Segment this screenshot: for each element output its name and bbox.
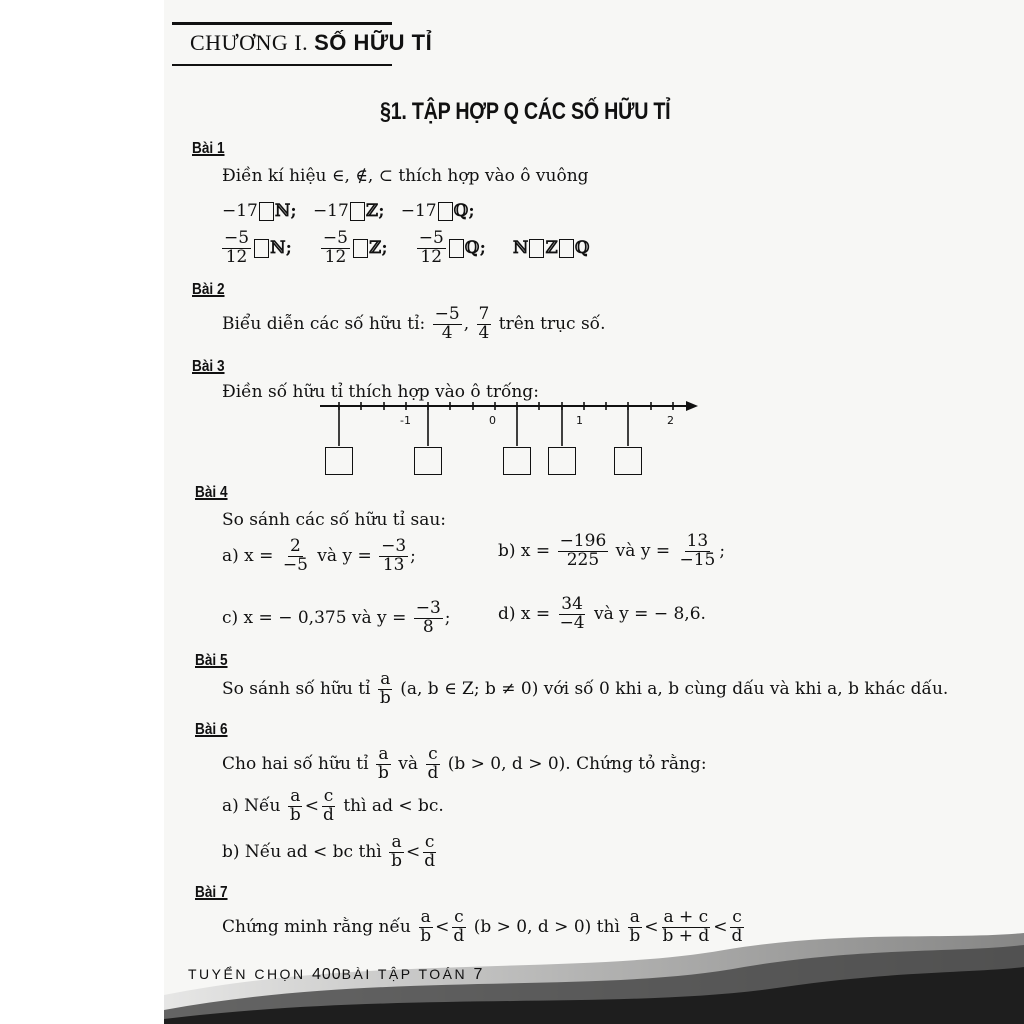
page-number: 7 [473,966,484,983]
chapter-title: SỐ HỮU TỈ [314,30,433,55]
bai7-label: Bài 7 [195,884,228,901]
answer-box[interactable] [548,447,576,475]
answer-box[interactable] [353,239,368,258]
bai2-label: Bài 2 [192,281,225,298]
answer-box[interactable] [449,239,464,258]
bai4-b: b) x = $\frac{-196}{225}$ và y = $\frac{13}{-15}$ ; [498,531,726,570]
answer-box[interactable] [254,239,269,258]
bai6-label: Bài 6 [195,721,228,738]
tick-label: 2 [667,414,674,427]
footer-book-title: TUYỂN CHỌN [188,966,306,982]
chapter-label: CHƯƠNG I. [190,30,309,55]
chapter-header [190,30,432,56]
answer-box[interactable] [350,202,365,221]
answer-box[interactable] [614,447,642,475]
bai3-label: Bài 3 [192,358,225,375]
bai4-c: c) x = − 0,375 và y = $\frac{-3}{8}$ ; [222,598,451,637]
bai4-instruction: So sánh các số hữu tỉ sau: [222,510,447,530]
bai1-instruction: Điền kí hiệu ∈, ∉, ⊂ thích hợp vào ô vuông [222,166,589,186]
bai6-b: b) Nếu ad < bc thì $\frac{a}{b}$ < $\frac{c}{d}$ [222,832,436,871]
bai3-instruction: Điền số hữu tỉ thích hợp vào ô trống: [222,382,539,402]
bai1-label: Bài 1 [192,140,225,157]
bai4-d: d) x = $\frac{34}{-4}$ và y = − 8,6. [498,594,706,633]
bai6-a: a) Nếu $\frac{a}{b}$ < $\frac{c}{d}$ thì ad < bc. [222,786,444,825]
footer [188,966,483,984]
answer-box[interactable] [414,447,442,475]
section-title: §1. TẬP HỢP Q CÁC SỐ HỮU TỈ [380,98,671,125]
tick-label: -1 [400,414,411,427]
chapter-top-rule [172,22,392,25]
chapter-bottom-rule [172,64,392,66]
bai4-a: a) x = $\frac{2}{-5}$ và y = $\frac{-3}{13}$ ; [222,536,416,575]
footer-number: 400 [311,966,342,983]
bai5-label: Bài 5 [195,652,228,669]
tick-label: 0 [489,414,496,427]
tick-label: 1 [576,414,583,427]
answer-box[interactable] [529,239,544,258]
answer-box[interactable] [559,239,574,258]
bai2-text: Biểu diễn các số hữu tỉ: $\frac{-5}{4}$ , $\frac{7}{4}$ trên trục số. [222,304,606,343]
bai6-text: Cho hai số hữu tỉ $\frac{a}{b}$ và $\frac{c}{d}$ (b > 0, d > 0). Chứng tỏ rằng: [222,744,707,783]
bai1-row1: −17 ℕ; −17 ℤ; −17 ℚ; [222,201,475,221]
answer-box[interactable] [259,202,274,221]
bai7-text: Chứng minh rằng nếu $\frac{a}{b}$ < $\frac{c}{d}$ (b > 0, d > 0) thì $\frac{a}{b}$ < $\frac{a + c}{b + d}$ < $\frac{c}{d}$ [222,907,743,946]
answer-box[interactable] [325,447,353,475]
answer-box[interactable] [503,447,531,475]
footer-book-subtitle: BÀI TẬP TOÁN [341,966,468,982]
bai5-text: So sánh số hữu tỉ $\frac{a}{b}$ (a, b ∈ Z; b ≠ 0) với số 0 khi a, b cùng dấu và khi a, b khác dấu. [222,669,949,708]
bai1-row2: $\frac{-5}{12}$ ℕ; $\frac{-5}{12}$ ℤ; $\frac{-5}{12}$ ℚ; ℕ ℤ ℚ [224,228,590,267]
bai4-label: Bài 4 [195,484,228,501]
answer-box[interactable] [438,202,453,221]
